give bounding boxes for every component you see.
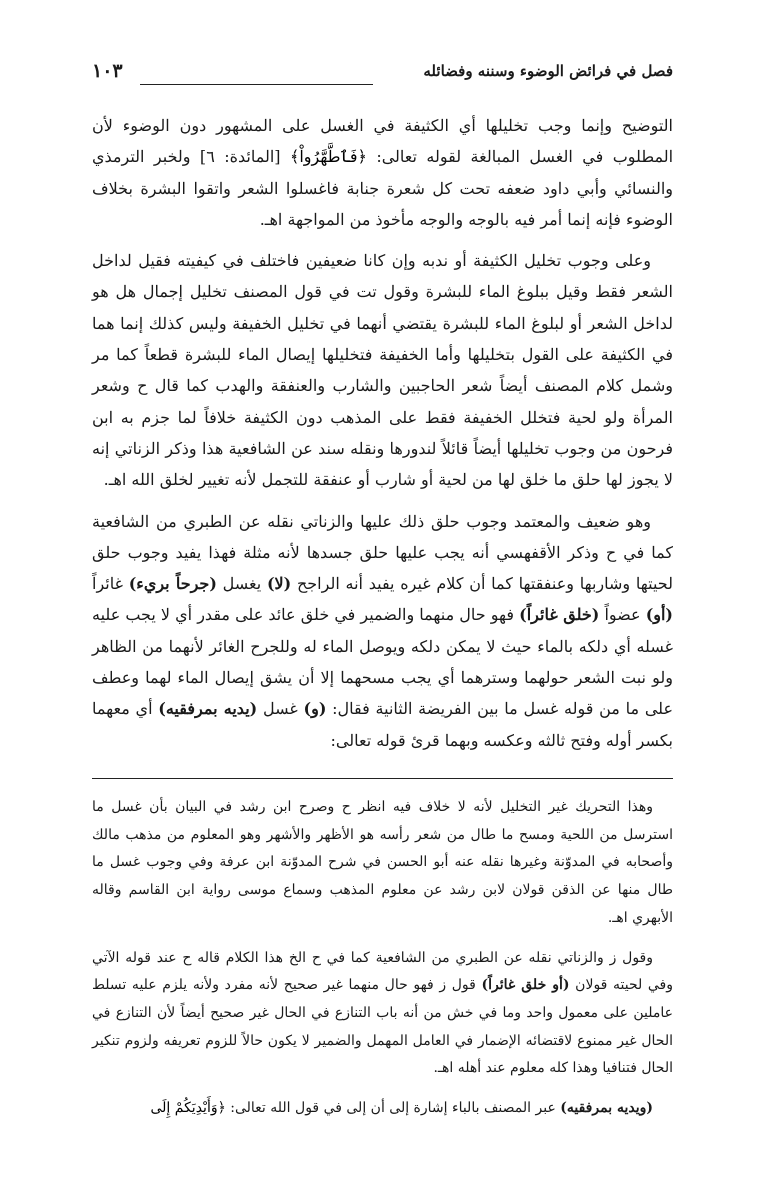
quran-verse: ﴿وَأَيْدِيَكُمْ إِلَى <box>150 1100 226 1117</box>
footnotes <box>92 794 673 1123</box>
matn-text: (و) <box>303 699 327 719</box>
footnote-separator <box>92 778 673 779</box>
text-span: التوضيح وإنما وجب تخليلها أي الكثيفة في الغسل على المشهور دون الوضوء لأن المطلوب في الغسل المبالغة لقوله تعالى: <box>92 116 674 167</box>
page-number: ١٠٣ <box>92 60 123 82</box>
footnote-3 <box>92 1095 673 1123</box>
text-span: وقول ز والزناتي نقله عن الطبري من الشافعية كما في ح الخ هذا الكلام قاله ح عند قوله الآتي وفي لحيته قولان <box>92 949 673 994</box>
text-span: يغسل <box>216 574 267 594</box>
matn-text: (يديه بمرفقيه) <box>158 699 258 719</box>
text-span: أي معهما بكسر أوله وفتح ثالثه وعكسه وبهما قرئ قوله تعالى: <box>92 699 673 750</box>
text-span: [المائدة: ٦] ولخبر الترمذي والنسائي وأبي داود ضعفه تحت كل شعرة جنابة فاغسلوا الشعر واتقوا البشرة بخلاف الوضوء فإنه إنما أمر فيه بالوجه والوجه مأخوذ من المواجهة اهـ. <box>92 147 673 229</box>
text-span: غائراً <box>92 574 129 594</box>
paragraph-1 <box>92 110 673 235</box>
matn-text: (ويديه بمرفقيه) <box>560 1100 653 1117</box>
footnote-2 <box>92 945 673 1084</box>
main-text <box>92 110 673 756</box>
matn-text: (خلق غائراً) <box>519 605 600 625</box>
header-rule <box>140 84 373 85</box>
running-header <box>92 62 673 92</box>
text-span: وهو ضعيف والمعتمد وجوب حلق ذلك عليها والزناتي نقله عن الطبري من الشافعية كما في ح وذكر الأقفهسي أنه يجب عليها حلق جسدها لأنه مثلة فهذا يفيد وجوب حلق لحيتها وشاربها وعنفقتها كما أن كلام غيره يفيد أنه الراجح <box>92 511 674 594</box>
matn-text: (جرحاً بريء) <box>128 574 217 594</box>
text-span: فهو حال منهما والضمير في خلق عائد على مقدر أي لا يجب عليه غسله أي دلكه بالماء حيث لا يمكن دلكه ويوصل الماء له وللجرح الغائر لأنهما من الظاهر ولو نبت الشعر حولهما وسترهما أي يجب مسحهما إلا أن يشق إيصال الماء لهما وعطف على ما من قوله غسل ما بين الفريضة الثانية فقال: <box>92 605 674 719</box>
matn-text: (أو) <box>645 605 673 625</box>
footnote-1: وهذا التحريك غير التخليل لأنه لا خلاف فيه انظر ح وصرح ابن رشد في البيان بأن غسل ما استرسل من اللحية ومسح ما طال من شعر رأسه هو الأظهر والأشهر وهو المعلوم من مذهب مالك وأصحابه في المدوّنة وغيرها نقله عنه أبو الحسن في شرح المدوّنة ابن عرفة وفي وجوب غسل ما طال منها عن الذقن قولان لابن رشد عن معلوم المذهب وسماع موسى رواية ابن القاسم وقاله الأبهري اهـ. <box>92 799 673 926</box>
text-span: غسل <box>257 699 304 719</box>
chapter-title: فصل في فرائض الوضوء وسننه وفضائله <box>423 62 673 80</box>
quran-verse: ﴿فَٱطَّهَّرُواْ﴾ <box>289 147 367 167</box>
matn-text: (أو خلق غائراً) <box>481 977 570 994</box>
matn-text: (لا) <box>266 574 292 594</box>
paragraph-2: وعلى وجوب تخليل الكثيفة أو ندبه وإن كانا ضعيفين فاختلف في كيفيته فقيل لداخل الشعر فقط وقيل ببلوغ الماء للبشرة وقول تت في قول المصنف تخليل إجمال هل هو لداخل الشعر أو لبلوغ الماء للبشرة يقتضي أنهما في تخليل الخفيفة وليس كذلك إنما هما في الكثيفة على القول بتخليلها وأما الخفيفة فتخليلها إيصال الماء للبشرة قطعاً كما مر وشمل كلام المصنف أيضاً شعر الحاجبين والشارب والعنفقة والهدب كما قال ح وشعر المرأة ولو لحية فتخلل الخفيفة فقط على المذهب دون الكثيفة خلافاً لما جزم به ابن فرحون من وجوب تخليلها أيضاً قائلاً لندورها ونقله سند عن الشافعية هذا وذكر الزناتي إنه لا يجوز لها حلق ما خلق لها من لحية أو شارب أو عنفقة للتجمل لأنه تغيير لخلق الله اهـ. <box>92 251 673 490</box>
text-span: قول ز فهو حال منهما غير صحيح لأنه مفرد ولأنه يلزم عليه تسلط عاملين على معمول واحد وما في خش من أنه باب التنازع في الحال غير صحيح أيضاً لأن التنازع في الحال غير ممنوع لاقتضائه الإضمار في العامل المهمل والضمير لا يكون حالاً للزوم تعريفه ولزوم تنكير الحال فتنافيا وهذا كله معلوم عند أهله اهـ. <box>92 977 673 1077</box>
text-span: عضواً <box>599 605 646 625</box>
paragraph-3 <box>92 506 673 756</box>
text-span: عبر المصنف بالباء إشارة إلى أن إلى في قول الله تعالى: <box>225 1100 561 1117</box>
